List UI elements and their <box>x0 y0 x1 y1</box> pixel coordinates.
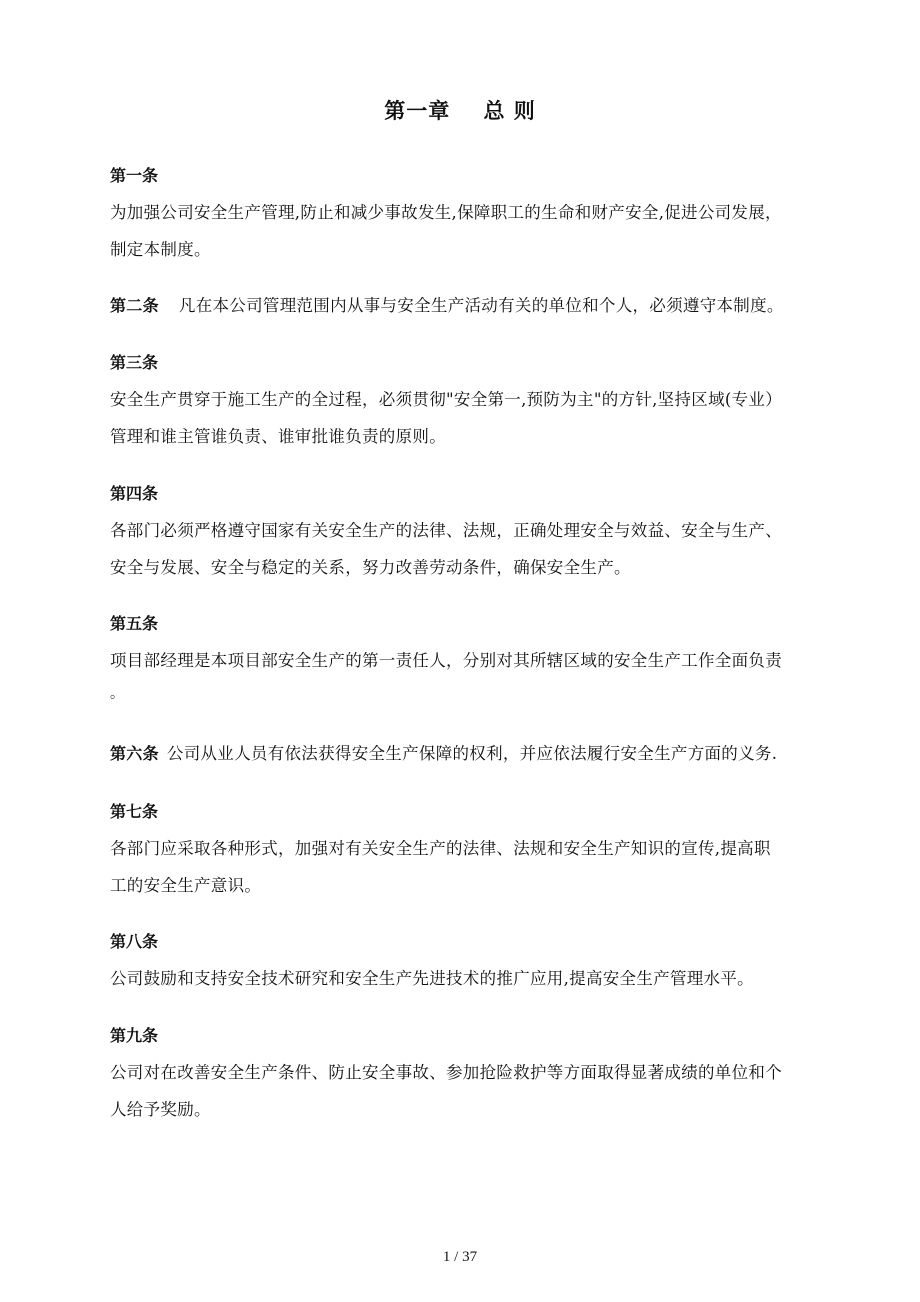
article-9 <box>110 1024 860 1122</box>
article-6 <box>110 742 860 766</box>
article-heading: 第四条 <box>110 484 159 503</box>
article-text-line: 为加强公司安全生产管理,防止和减少事故发生,保障职工的生命和财产安全,促进公司发展， <box>110 203 782 222</box>
article-1 <box>110 164 860 262</box>
article-heading: 第二条 <box>110 296 159 315</box>
article-5 <box>110 612 860 703</box>
article-text: 凡在本公司管理范围内从事与安全生产活动有关的单位和个人，必须遵守本制度。 <box>178 296 784 315</box>
article-text-line: 制定本制度。 <box>110 240 211 259</box>
article-heading: 第九条 <box>110 1026 159 1045</box>
page-indicator: 1 / 37 <box>442 1249 478 1265</box>
article-3 <box>110 351 860 449</box>
article-2 <box>110 294 860 318</box>
chapter-title: 第一章 总 则 <box>384 99 536 123</box>
article-heading: 第八条 <box>110 932 159 951</box>
article-7 <box>110 800 860 898</box>
article-text-line: 管理和谁主管谁负责、谁审批谁负责的原则。 <box>110 427 446 446</box>
article-text-line: 安全与发展、安全与稳定的关系，努力改善劳动条件，确保安全生产。 <box>110 558 631 577</box>
article-text-line: 安全生产贯穿于施工生产的全过程，必须贯彻"安全第一,预防为主"的方针,坚持区域(专业） <box>110 390 783 409</box>
article-text-line: 项目部经理是本项目部安全生产的第一责任人，分别对其所辖区域的安全生产工作全面负责 <box>110 651 782 670</box>
article-heading: 第七条 <box>110 802 159 821</box>
article-text-line: 各部门应采取各种形式，加强对有关安全生产的法律、法规和安全生产知识的宣传,提高职 <box>110 839 771 858</box>
article-heading: 第六条 <box>110 744 159 763</box>
article-text-line: 人给予奖励。 <box>110 1100 211 1119</box>
article-text-line: 各部门必须严格遵守国家有关安全生产的法律、法规，正确处理安全与效益、安全与生产、 <box>110 521 782 540</box>
article-heading: 第五条 <box>110 614 159 633</box>
article-text-line: 工的安全生产意识。 <box>110 876 262 895</box>
article-8 <box>110 930 860 991</box>
article-4 <box>110 482 860 580</box>
article-heading: 第三条 <box>110 353 159 372</box>
article-text-line: 公司对在改善安全生产条件、防止安全事故、参加抢险救护等方面取得显著成绩的单位和个 <box>110 1063 782 1082</box>
article-heading: 第一条 <box>110 166 159 185</box>
article-text-line: 。 <box>110 686 124 702</box>
article-text-line: 公司鼓励和支持安全技术研究和安全生产先进技术的推广应用,提高安全生产管理水平。 <box>110 969 754 988</box>
article-text: 公司从业人员有依法获得安全生产保障的权利，并应依法履行安全生产方面的义务. <box>166 744 778 763</box>
